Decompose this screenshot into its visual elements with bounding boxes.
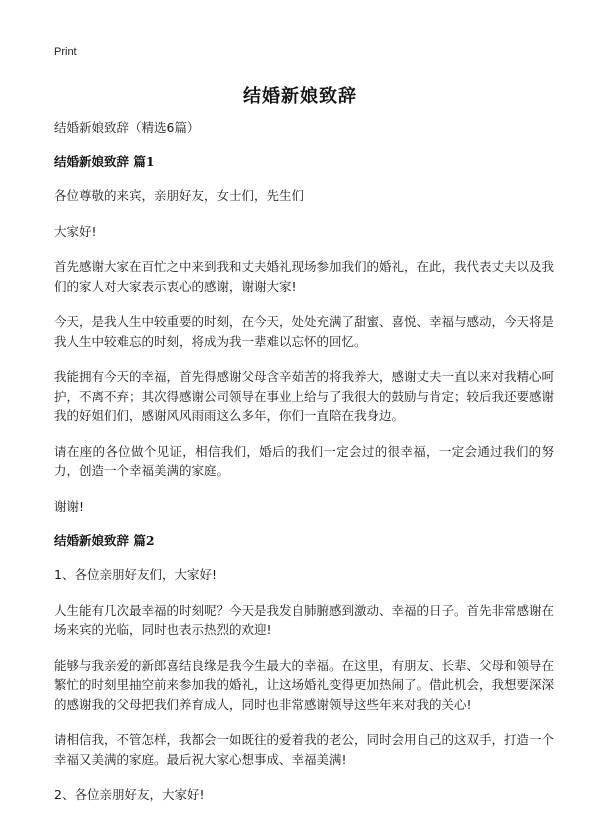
paragraph: 能够与我亲爱的新郎喜结良缘是我今生最大的幸福。在这里，有朋友、长辈、父母和领导在繁忙的时刻里抽空前来参加我的婚礼，让这场婚礼变得更加热闹了。借此机会，我想要深深的感谢我的父母把我们养育成人，同时也非常感谢领导这些年来对我的关心! xyxy=(54,657,555,712)
section-1 xyxy=(54,153,554,516)
section-heading: 结婚新娘致辞 篇1 xyxy=(54,154,155,169)
paragraph: 人生能有几次最幸福的时刻呢？今天是我发自肺腑感到激动、幸福的日子。首先非常感谢在场来宾的光临，同时也表示热烈的欢迎! xyxy=(54,602,555,637)
paragraph: 大家好! xyxy=(54,223,97,239)
paragraph: 我能拥有今天的幸福，首先得感谢父母含辛茹苦的将我养大，感谢丈夫一直以来对我精心呵护，不离不弃；其次得感谢公司领导在事业上给与了我很大的鼓励与肯定；较后我还要感谢我的好姐们们，感谢风风雨雨这么多年，你们一直陪在我身边。 xyxy=(54,369,555,423)
section-2 xyxy=(54,532,554,805)
page-title: 结婚新娘致辞 xyxy=(243,86,357,107)
paragraph: 今天，是我人生中较重要的时刻，在今天，处处充满了甜蜜、喜悦、幸福与感动，今天将是我人生中较难忘的时刻，将成为我一辈难以忘怀的回忆。 xyxy=(54,314,555,349)
paragraph: 谢谢! xyxy=(54,498,85,514)
section-heading: 结婚新娘致辞 篇2 xyxy=(54,533,155,548)
document-subtitle: 结婚新娘致辞（精选6篇） xyxy=(54,120,200,135)
paragraph: 1、各位亲朋好友们，大家好! xyxy=(54,567,217,582)
print-link[interactable]: Print xyxy=(54,46,77,58)
paragraph: 请相信我，不管怎样，我都会一如既往的爱着我的老公，同时会用自己的这双手，打造一个幸福又美满的家庭。最后祝大家心想事成、幸福美满! xyxy=(54,732,555,767)
paragraph: 请在座的各位做个见证，相信我们，婚后的我们一定会过的很幸福，一定会通过我们的努力，创造一个幸福美满的家庭。 xyxy=(54,443,554,478)
document-body xyxy=(54,119,554,821)
paragraph: 2、各位亲朋好友，大家好! xyxy=(54,787,205,802)
paragraph: 首先感谢大家在百忙之中来到我和丈夫婚礼现场参加我们的婚礼，在此，我代表丈夫以及我们的家人对大家表示衷心的感谢，谢谢大家! xyxy=(54,259,555,294)
paragraph: 各位尊敬的来宾，亲朋好友，女士们，先生们 xyxy=(54,188,305,203)
